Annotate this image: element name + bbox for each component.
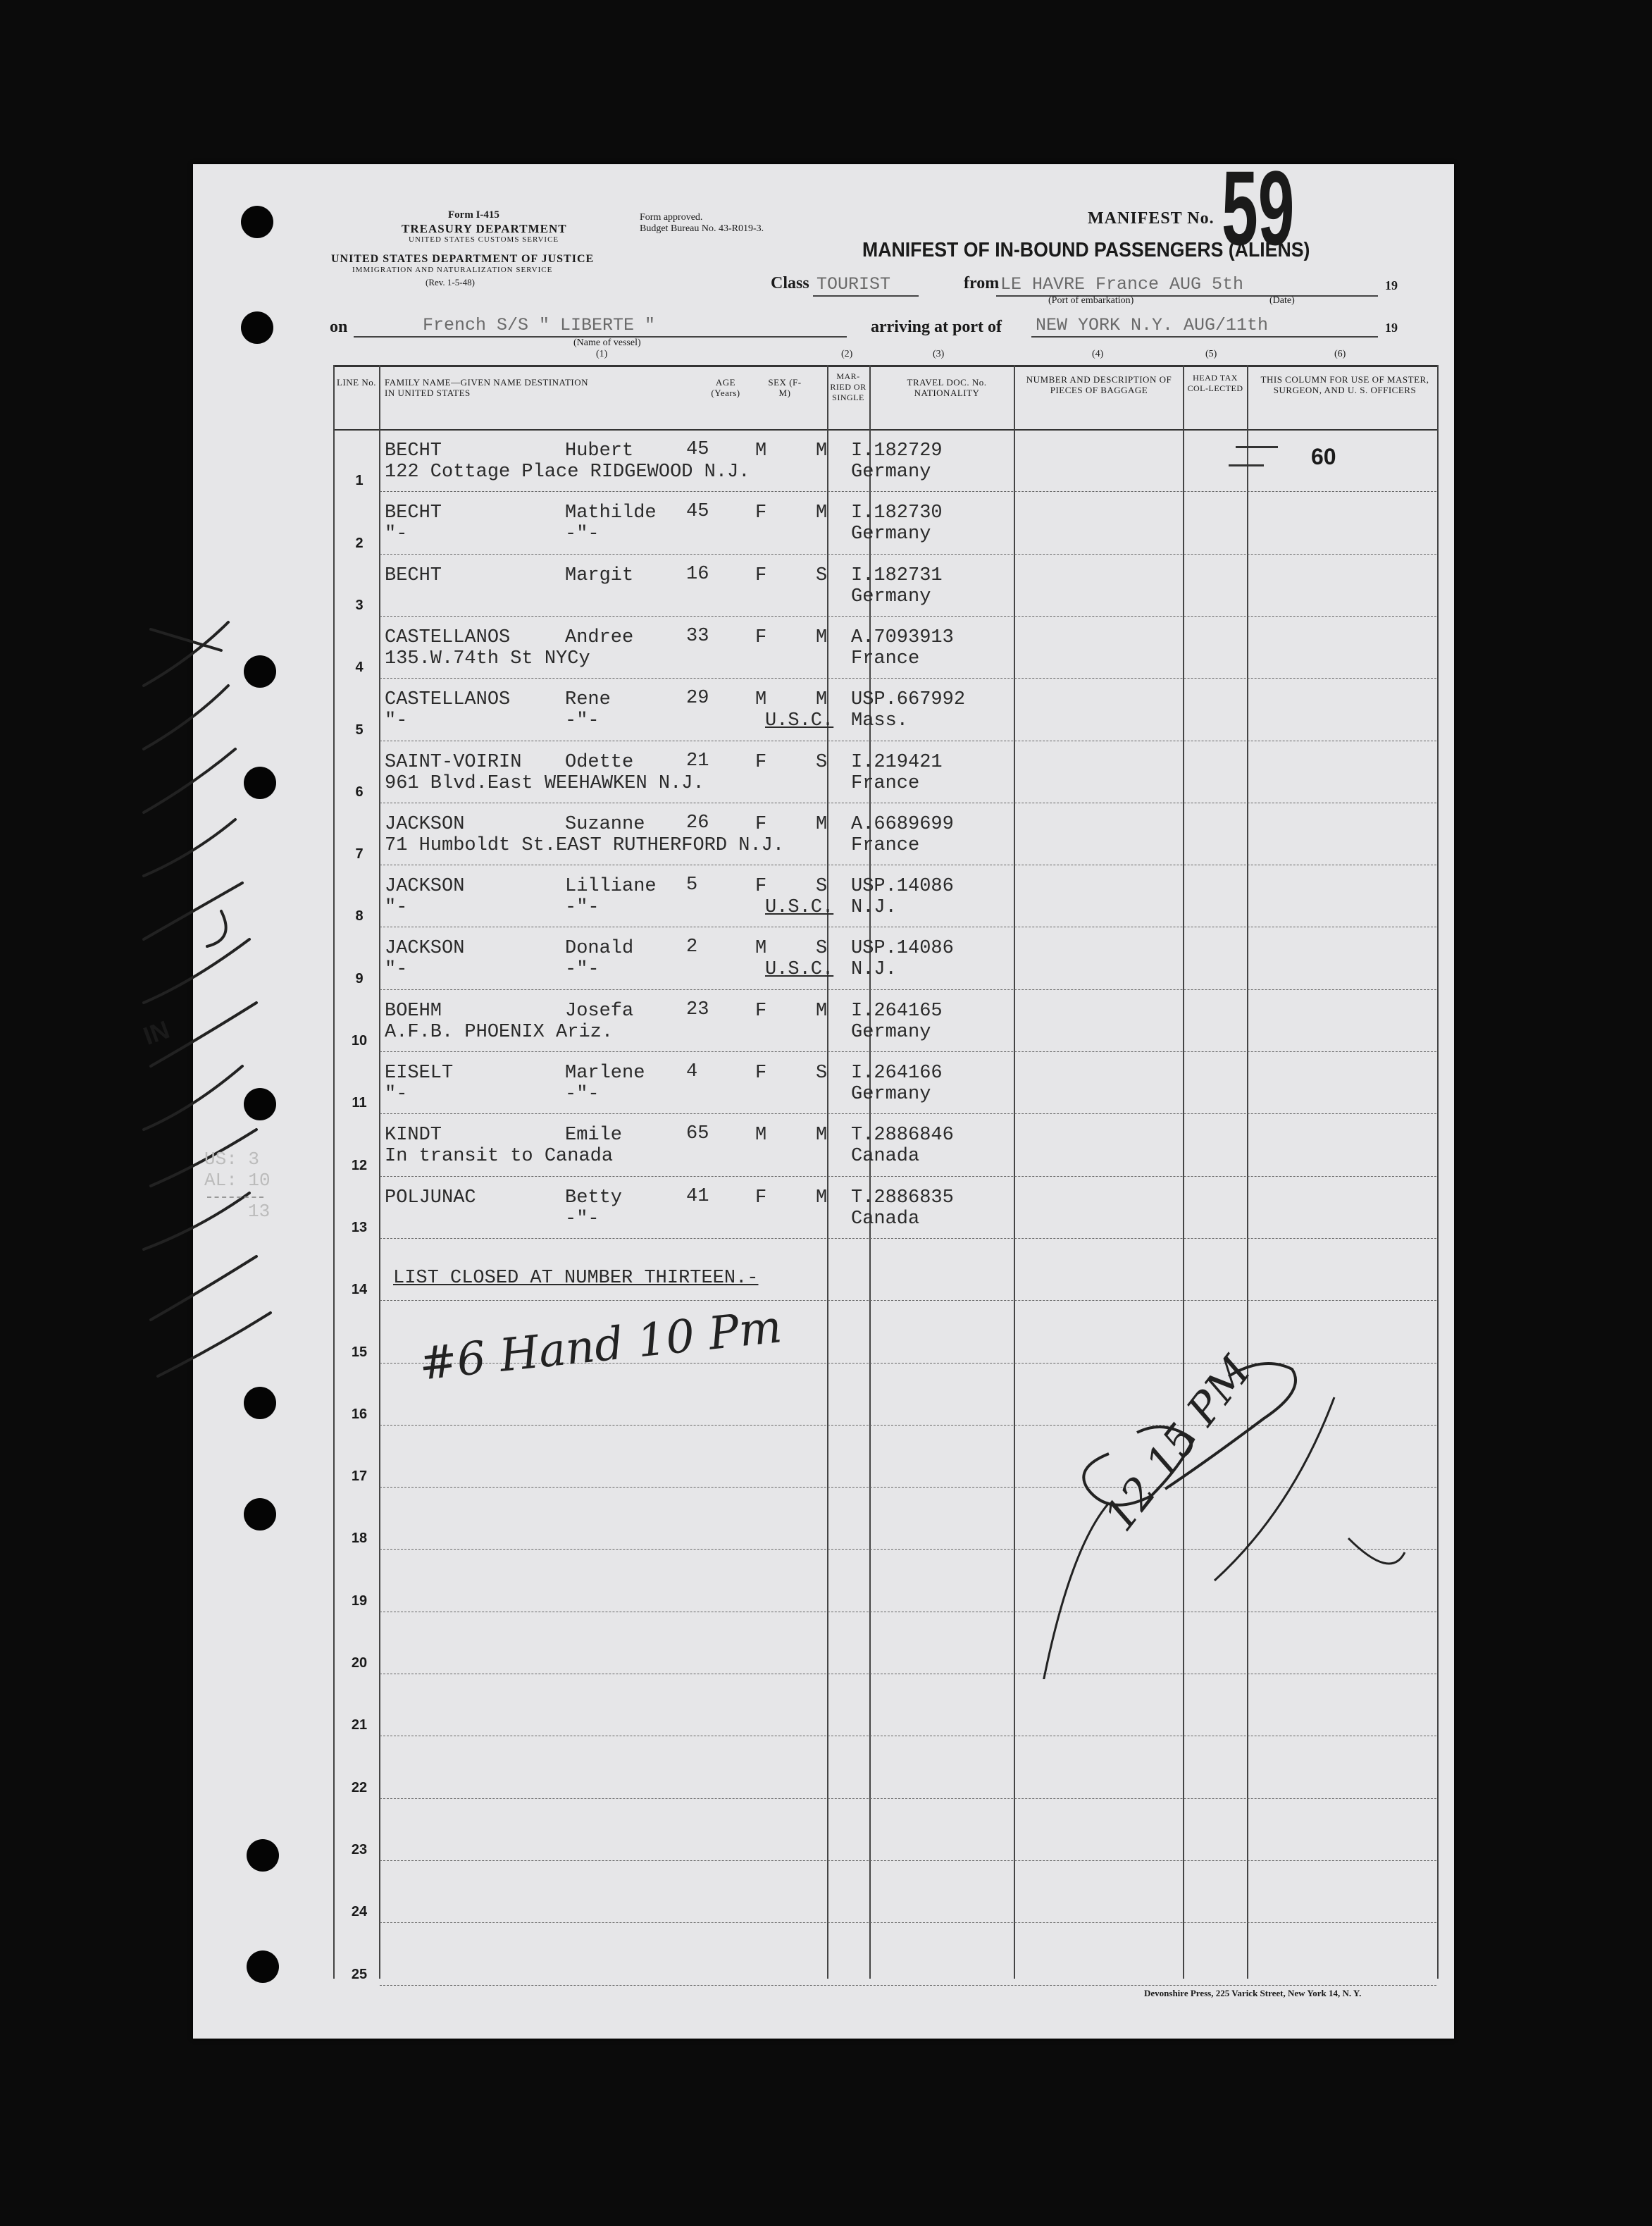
passenger-nationality: Mass. xyxy=(851,710,909,732)
line-number: 20 xyxy=(351,1655,368,1671)
arriving-underline xyxy=(1031,336,1378,338)
line-number: 2 xyxy=(355,535,364,551)
line-number: 24 xyxy=(351,1904,368,1920)
passenger-given-name: Josefa xyxy=(565,1000,634,1022)
passenger-marital-status: S xyxy=(816,1063,828,1084)
passenger-family-name: BECHT xyxy=(385,502,442,524)
passenger-destination: "- xyxy=(385,897,408,919)
passenger-age: 45 xyxy=(686,439,709,460)
class-underline xyxy=(813,295,919,297)
row-rule xyxy=(380,678,1436,679)
passenger-family-name: BECHT xyxy=(385,440,442,462)
passenger-destination: A.F.B. PHOENIX Ariz. xyxy=(385,1021,614,1043)
check-mark xyxy=(144,686,228,749)
passenger-marital-status: M xyxy=(816,689,828,711)
passenger-travel-doc: I.182731 xyxy=(851,564,943,586)
signature-stroke xyxy=(1165,1364,1296,1489)
passenger-given-name: Odette xyxy=(565,751,634,773)
punch-hole xyxy=(244,1387,276,1419)
row-rule xyxy=(380,1985,1436,1986)
passenger-sex: F xyxy=(755,502,767,524)
passenger-destination: In transit to Canada xyxy=(385,1146,614,1168)
check-mark xyxy=(144,749,235,812)
col-num-4: (4) xyxy=(1092,349,1104,359)
passenger-sex: F xyxy=(755,813,767,835)
passenger-nationality: Germany xyxy=(851,1084,931,1105)
passenger-travel-doc: I.264165 xyxy=(851,1000,943,1022)
passenger-age: 5 xyxy=(686,874,698,896)
passenger-nationality: Canada xyxy=(851,1208,920,1230)
col-header-married: MAR-RIED OR SINGLE xyxy=(830,371,867,402)
department-of-justice: UNITED STATES DEPARTMENT OF JUSTICE xyxy=(331,253,595,265)
passenger-nationality: Germany xyxy=(851,586,931,607)
passenger-nationality: N.J. xyxy=(851,959,897,981)
col-header-name: FAMILY NAME—GIVEN NAME DESTINATION IN UNITED STATES xyxy=(385,377,589,398)
passenger-family-name: JACKSON xyxy=(385,938,465,960)
line-number: 5 xyxy=(355,722,364,738)
col-rule xyxy=(827,365,828,1979)
passenger-marital-status: M xyxy=(816,626,828,648)
passenger-nationality: France xyxy=(851,648,920,669)
budget-bureau: Budget Bureau No. 43-R019-3. xyxy=(640,223,764,234)
passenger-age: 45 xyxy=(686,501,709,523)
passenger-age: 33 xyxy=(686,625,709,647)
passenger-travel-doc: T.2886835 xyxy=(851,1187,954,1208)
passenger-sex: F xyxy=(755,876,767,898)
passenger-age: 29 xyxy=(686,688,709,710)
row-rule xyxy=(380,1922,1436,1923)
passenger-age: 2 xyxy=(686,936,698,958)
line-number: 4 xyxy=(355,660,364,676)
from-value: LE HAVRE France AUG 5th xyxy=(1000,274,1244,295)
line-number: 12 xyxy=(351,1157,368,1173)
passenger-nationality: Germany xyxy=(851,462,931,483)
passenger-family-name: CASTELLANOS xyxy=(385,689,511,711)
manifest-sheet xyxy=(139,149,1454,2039)
line-number: 3 xyxy=(355,597,364,613)
passenger-age: 16 xyxy=(686,563,709,585)
line-number: 15 xyxy=(351,1344,368,1360)
punch-hole xyxy=(241,311,273,344)
line-number: 17 xyxy=(351,1468,368,1485)
passenger-family-name: JACKSON xyxy=(385,876,465,898)
check-mark xyxy=(151,1256,256,1320)
arriving-value: NEW YORK N.Y. AUG/11th xyxy=(1036,315,1269,335)
line-number: 7 xyxy=(355,846,364,862)
passenger-nationality: France xyxy=(851,772,920,794)
margin-note-rule xyxy=(207,1197,263,1198)
line-number: 13 xyxy=(351,1219,368,1235)
passenger-usc-mark: U.S.C. xyxy=(765,959,834,981)
passenger-travel-doc: I.219421 xyxy=(851,751,943,773)
date-caption: (Date) xyxy=(1269,295,1295,306)
passenger-travel-doc: A.7093913 xyxy=(851,626,954,648)
col-header-sex: SEX (F-M) xyxy=(768,377,802,398)
line-number: 14 xyxy=(351,1282,368,1298)
col-num-3: (3) xyxy=(933,349,945,359)
checkmarks-svg xyxy=(116,474,355,1461)
check-mark xyxy=(151,1003,256,1066)
passenger-travel-doc: I.182730 xyxy=(851,502,943,524)
col-rule xyxy=(1183,365,1184,1979)
punch-hole xyxy=(244,767,276,799)
col-header-line: LINE No. xyxy=(337,377,376,388)
line-number: 9 xyxy=(355,970,364,987)
passenger-family-name: BOEHM xyxy=(385,1000,442,1022)
year-prefix-2: 19 xyxy=(1385,321,1398,335)
row-rule xyxy=(380,1860,1436,1861)
passenger-ditto: -"- xyxy=(565,897,600,919)
passenger-usc-mark: U.S.C. xyxy=(765,897,834,919)
passenger-given-name: Margit xyxy=(565,564,634,586)
passenger-given-name: Betty xyxy=(565,1187,623,1208)
signature-svg xyxy=(898,1186,1433,1679)
col-header-travel-doc: TRAVEL DOC. No. NATIONALITY xyxy=(907,377,987,398)
arriving-label: arriving at port of xyxy=(871,318,1002,336)
line-number: 1 xyxy=(355,473,364,489)
margin-note-total: 13 xyxy=(248,1201,271,1222)
punch-hole xyxy=(241,206,273,238)
row-rule xyxy=(380,1113,1436,1114)
passenger-travel-doc: A.6689699 xyxy=(851,813,954,835)
passenger-family-name: CASTELLANOS xyxy=(385,626,511,648)
passenger-nationality: Germany xyxy=(851,524,931,545)
passenger-sex: F xyxy=(755,1000,767,1022)
passenger-age: 23 xyxy=(686,998,709,1020)
head-tax-dash xyxy=(1229,464,1264,466)
line-number: 22 xyxy=(351,1779,368,1795)
passenger-destination: "- xyxy=(385,524,408,545)
check-mark xyxy=(144,911,249,1003)
vessel-caption: (Name of vessel) xyxy=(573,338,641,348)
ins-caption: IMMIGRATION AND NATURALIZATION SERVICE xyxy=(352,266,553,274)
passenger-family-name: EISELT xyxy=(385,1063,454,1084)
col-header-age: AGE (Years) xyxy=(711,377,740,398)
form-number: Form I-415 xyxy=(448,209,499,221)
manifest-number: 59 xyxy=(1222,149,1295,267)
line-number: 10 xyxy=(351,1033,368,1049)
passenger-sex: F xyxy=(755,751,767,773)
passenger-given-name: Marlene xyxy=(565,1063,645,1084)
line-number: 8 xyxy=(355,908,364,925)
passenger-marital-status: M xyxy=(816,1187,828,1208)
passenger-sex: F xyxy=(755,564,767,586)
passenger-nationality: N.J. xyxy=(851,897,897,919)
vessel-value: French S/S " LIBERTE " xyxy=(423,315,656,335)
line-number: 18 xyxy=(351,1531,368,1547)
margin-note-us: US: 3 xyxy=(204,1149,260,1170)
check-mark xyxy=(144,1066,242,1130)
check-mark xyxy=(144,883,242,939)
manifest-label: MANIFEST No. xyxy=(1088,209,1215,228)
col-header-head-tax: HEAD TAX COL-LECTED xyxy=(1187,373,1243,393)
row-rule xyxy=(380,554,1436,555)
passenger-marital-status: M xyxy=(816,813,828,835)
class-value: TOURIST xyxy=(816,274,891,295)
passenger-sex: F xyxy=(755,1187,767,1208)
head-tax-mark: 60 xyxy=(1311,444,1336,469)
handwritten-time-note: 12 15 PM xyxy=(1095,1347,1261,1541)
col-num-2: (2) xyxy=(841,349,853,359)
passenger-family-name: BECHT xyxy=(385,564,442,586)
passenger-sex: M xyxy=(755,1125,767,1146)
on-label: on xyxy=(330,318,348,336)
line-number: 21 xyxy=(351,1717,368,1733)
passenger-given-name: Hubert xyxy=(565,440,634,462)
passenger-destination: 71 Humboldt St.EAST RUTHERFORD N.J. xyxy=(385,834,785,856)
vessel-col-num: (1) xyxy=(596,349,608,359)
class-label: Class xyxy=(771,274,809,292)
passenger-destination: "- xyxy=(385,1084,408,1105)
punch-hole xyxy=(244,1498,276,1531)
punch-hole xyxy=(244,1088,276,1120)
printer-credit: Devonshire Press, 225 Varick Street, New York 14, N. Y. xyxy=(1144,1988,1362,1998)
passenger-ditto: -"- xyxy=(565,710,600,732)
line-number: 23 xyxy=(351,1841,368,1857)
row-rule xyxy=(380,491,1436,492)
margin-note xyxy=(204,1149,271,1222)
passenger-age: 65 xyxy=(686,1123,709,1145)
passenger-given-name: Rene xyxy=(565,689,611,711)
passenger-family-name: JACKSON xyxy=(385,813,465,835)
passenger-family-name: SAINT-VOIRIN xyxy=(385,751,522,773)
passenger-given-name: Andree xyxy=(565,626,634,648)
passenger-destination: 961 Blvd.East WEEHAWKEN N.J. xyxy=(385,772,704,794)
passenger-marital-status: M xyxy=(816,440,828,462)
passenger-nationality: Canada xyxy=(851,1146,920,1168)
passenger-given-name: Emile xyxy=(565,1125,623,1146)
passenger-travel-doc: USP.667992 xyxy=(851,689,966,711)
customs-service: UNITED STATES CUSTOMS SERVICE xyxy=(409,235,559,244)
passenger-marital-status: S xyxy=(816,876,828,898)
passenger-given-name: Donald xyxy=(565,938,634,960)
row-rule xyxy=(380,616,1436,617)
passenger-sex: F xyxy=(755,626,767,648)
passenger-ditto: -"- xyxy=(565,1208,600,1230)
check-mark xyxy=(158,1313,271,1376)
col-header-officers: THIS COLUMN FOR USE OF MASTER, SURGEON, AND U. S. OFFICERS xyxy=(1260,374,1429,395)
punch-hole xyxy=(244,655,276,688)
punch-hole xyxy=(247,1950,279,1983)
check-mark xyxy=(144,820,235,876)
passenger-travel-doc: I.182729 xyxy=(851,440,943,462)
passenger-marital-status: S xyxy=(816,938,828,960)
passenger-family-name: POLJUNAC xyxy=(385,1187,476,1208)
row-rule xyxy=(380,989,1436,990)
passenger-sex: F xyxy=(755,1063,767,1084)
passenger-age: 41 xyxy=(686,1185,709,1207)
passenger-ditto: -"- xyxy=(565,524,600,545)
passenger-age: 4 xyxy=(686,1061,698,1082)
manifest-title: MANIFEST OF IN-BOUND PASSENGERS (ALIENS) xyxy=(862,239,1310,261)
head-tax-dash xyxy=(1236,446,1278,448)
passenger-marital-status: M xyxy=(816,1125,828,1146)
col-num-6: (6) xyxy=(1334,349,1346,359)
passenger-destination: "- xyxy=(385,959,408,981)
passenger-age: 21 xyxy=(686,750,709,772)
passenger-given-name: Suzanne xyxy=(565,813,645,835)
passenger-destination: 122 Cottage Place RIDGEWOOD N.J. xyxy=(385,462,750,483)
passenger-destination: "- xyxy=(385,710,408,732)
row-rule xyxy=(380,1051,1436,1052)
from-label: from xyxy=(964,274,1000,292)
signature-stroke xyxy=(1348,1538,1405,1564)
passenger-travel-doc: USP.14086 xyxy=(851,876,954,898)
line-number: 16 xyxy=(351,1406,368,1422)
margin-note-al: AL: 10 xyxy=(204,1170,271,1191)
table-top-rule xyxy=(333,365,1438,367)
line-number: 6 xyxy=(355,784,364,800)
handwritten-berth-note: #6 Hand 10 Pm xyxy=(416,1301,785,1391)
revision: (Rev. 1-5-48) xyxy=(426,277,475,287)
col-rule xyxy=(1247,365,1248,1979)
passenger-sex: M xyxy=(755,689,767,711)
col-header-baggage: NUMBER AND DESCRIPTION OF PIECES OF BAGGAGE xyxy=(1026,374,1172,395)
year-prefix: 19 xyxy=(1385,278,1398,292)
passenger-sex: M xyxy=(755,440,767,462)
table-header-rule xyxy=(333,429,1438,431)
passenger-marital-status: S xyxy=(816,564,828,586)
passenger-family-name: KINDT xyxy=(385,1125,442,1146)
row-rule xyxy=(380,1798,1436,1799)
signature-stroke xyxy=(1038,1503,1109,1679)
passenger-travel-doc: USP.14086 xyxy=(851,938,954,960)
col-rule xyxy=(1437,365,1439,1979)
line-number: 25 xyxy=(351,1966,368,1982)
passenger-destination: 135.W.74th St NYCy xyxy=(385,648,590,669)
passenger-ditto: -"- xyxy=(565,1084,600,1105)
check-mark xyxy=(144,622,228,686)
passenger-marital-status: M xyxy=(816,502,828,524)
passenger-marital-status: M xyxy=(816,1000,828,1022)
form-approved: Form approved. xyxy=(640,212,703,223)
passenger-given-name: Mathilde xyxy=(565,502,657,524)
passenger-travel-doc: I.264166 xyxy=(851,1063,943,1084)
row-rule xyxy=(380,1176,1436,1177)
signature-stroke xyxy=(1215,1397,1334,1581)
col-rule xyxy=(1014,365,1015,1979)
in-mark: IN xyxy=(139,1015,173,1051)
passenger-marital-status: S xyxy=(816,751,828,773)
passenger-sex: M xyxy=(755,938,767,960)
line-number: 11 xyxy=(352,1095,367,1111)
list-closed-note: LIST CLOSED AT NUMBER THIRTEEN.- xyxy=(393,1268,759,1289)
passenger-nationality: France xyxy=(851,834,920,856)
treasury-department: TREASURY DEPARTMENT xyxy=(402,222,567,235)
passenger-ditto: -"- xyxy=(565,959,600,981)
line-number: 19 xyxy=(351,1593,368,1609)
passenger-age: 26 xyxy=(686,812,709,834)
port-embark-caption: (Port of embarkation) xyxy=(1048,295,1134,306)
passenger-usc-mark: U.S.C. xyxy=(765,710,834,732)
col-num-5: (5) xyxy=(1205,349,1217,359)
passenger-nationality: Germany xyxy=(851,1021,931,1043)
passenger-travel-doc: T.2886846 xyxy=(851,1125,954,1146)
signature-stroke xyxy=(1083,1427,1193,1505)
passenger-given-name: Lilliane xyxy=(565,876,657,898)
punch-hole xyxy=(247,1839,279,1872)
